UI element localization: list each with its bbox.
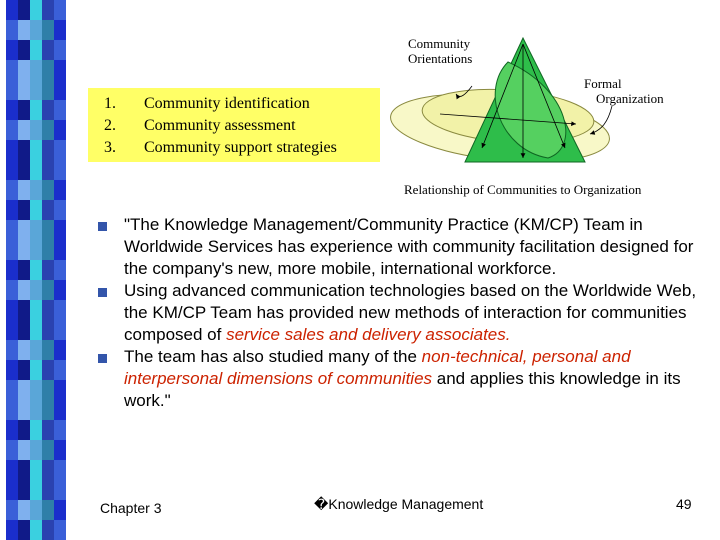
strip-tile xyxy=(6,180,18,200)
strip-tile xyxy=(18,0,30,20)
square-bullet-icon xyxy=(98,354,107,363)
strip-tile xyxy=(18,120,30,140)
strip-tile xyxy=(18,400,30,420)
strip-tile xyxy=(42,420,54,440)
square-bullet-icon xyxy=(98,222,107,231)
strip-tile xyxy=(18,80,30,100)
bullet-list xyxy=(98,214,708,412)
strip-tile xyxy=(54,520,66,540)
strip-tile xyxy=(54,400,66,420)
strip-tile xyxy=(30,100,42,120)
strip-tile xyxy=(30,20,42,40)
strip-tile xyxy=(18,520,30,540)
strip-tile xyxy=(54,300,66,320)
strip-tile xyxy=(30,180,42,200)
strip-tile xyxy=(54,180,66,200)
bullet-highlight: non-technical, personal and interpersonal dimensions of communities xyxy=(124,347,631,388)
strip-tile xyxy=(6,140,18,160)
strip-tile xyxy=(54,320,66,340)
strip-tile xyxy=(42,380,54,400)
strip-tile xyxy=(18,380,30,400)
strip-tile xyxy=(18,160,30,180)
community-orientations-label: Orientations xyxy=(408,51,473,66)
strip-tile xyxy=(42,240,54,260)
strip-tile xyxy=(42,160,54,180)
strip-tile xyxy=(42,40,54,60)
strip-tile xyxy=(18,340,30,360)
strip-tile xyxy=(54,140,66,160)
strip-tile xyxy=(42,340,54,360)
strip-tile xyxy=(18,220,30,240)
step-number: 2. xyxy=(104,117,116,134)
strip-tile xyxy=(18,100,30,120)
strip-tile xyxy=(6,100,18,120)
strip-tile xyxy=(30,200,42,220)
strip-tile xyxy=(30,160,42,180)
strip-tile xyxy=(30,400,42,420)
strip-tile xyxy=(54,260,66,280)
strip-tile xyxy=(54,40,66,60)
strip-tile xyxy=(54,440,66,460)
strip-tile xyxy=(30,380,42,400)
strip-tile xyxy=(6,320,18,340)
strip-tile xyxy=(54,220,66,240)
strip-tile xyxy=(42,440,54,460)
strip-tile xyxy=(30,60,42,80)
step-number: 1. xyxy=(104,95,116,112)
strip-tile xyxy=(6,500,18,520)
strip-tile xyxy=(42,180,54,200)
strip-tile xyxy=(18,200,30,220)
strip-tile xyxy=(30,0,42,20)
strip-tile xyxy=(54,80,66,100)
decorative-side-strip xyxy=(0,0,72,540)
strip-tile xyxy=(54,200,66,220)
footer-title: �Knowledge Management xyxy=(314,496,484,512)
strip-tile xyxy=(18,300,30,320)
step-item xyxy=(104,137,337,159)
strip-tile xyxy=(42,100,54,120)
strip-tile xyxy=(6,120,18,140)
diagram-caption: Relationship of Communities to Organization xyxy=(404,182,642,197)
strip-tile xyxy=(30,520,42,540)
strip-tile xyxy=(54,120,66,140)
strip-tile xyxy=(18,60,30,80)
strip-tile xyxy=(18,320,30,340)
steps-box xyxy=(88,88,380,162)
strip-tile xyxy=(30,320,42,340)
community-organization-diagram xyxy=(380,30,710,202)
bullet-text: "The Knowledge Management/Community Practice (KM/CP) Team in Worldwide Services has experience with community facilitation designed for the company's new, more mobile, international workforce. xyxy=(124,215,694,278)
strip-tile xyxy=(18,260,30,280)
strip-tile xyxy=(42,520,54,540)
strip-tile xyxy=(42,500,54,520)
strip-tile xyxy=(18,460,30,480)
strip-tile xyxy=(6,300,18,320)
strip-tile xyxy=(6,220,18,240)
strip-tile xyxy=(54,340,66,360)
strip-tile xyxy=(18,40,30,60)
square-bullet-icon xyxy=(98,288,107,297)
strip-tile xyxy=(54,460,66,480)
strip-tile xyxy=(54,100,66,120)
strip-tile xyxy=(18,480,30,500)
bullet-highlight: service sales and delivery associates. xyxy=(226,325,511,344)
strip-tile xyxy=(18,20,30,40)
strip-tile xyxy=(54,280,66,300)
strip-tile xyxy=(6,40,18,60)
strip-tile xyxy=(30,440,42,460)
strip-tile xyxy=(42,360,54,380)
strip-tile xyxy=(30,300,42,320)
strip-tile xyxy=(42,320,54,340)
strip-tile xyxy=(54,160,66,180)
strip-tile xyxy=(30,120,42,140)
strip-tile xyxy=(30,260,42,280)
formal-organization-label: Organization xyxy=(596,91,664,106)
strip-tile xyxy=(6,460,18,480)
strip-tile xyxy=(30,340,42,360)
strip-tile xyxy=(42,220,54,240)
strip-tile xyxy=(6,260,18,280)
strip-tile xyxy=(42,200,54,220)
strip-tile xyxy=(42,300,54,320)
strip-tile xyxy=(18,140,30,160)
strip-tile xyxy=(6,280,18,300)
strip-tile xyxy=(54,0,66,20)
strip-tile xyxy=(54,20,66,40)
step-text: Community assessment xyxy=(144,117,296,134)
strip-tile xyxy=(30,460,42,480)
strip-tile xyxy=(42,20,54,40)
strip-tile xyxy=(6,340,18,360)
strip-tile xyxy=(6,520,18,540)
community-orientations-label: Community xyxy=(408,36,471,51)
strip-tile xyxy=(18,360,30,380)
strip-tile xyxy=(18,500,30,520)
strip-tile xyxy=(6,360,18,380)
strip-tile xyxy=(6,480,18,500)
strip-tile xyxy=(30,240,42,260)
strip-tile xyxy=(30,280,42,300)
strip-tile xyxy=(6,440,18,460)
step-item xyxy=(104,93,310,115)
strip-tile xyxy=(42,80,54,100)
strip-tile xyxy=(54,60,66,80)
strip-tile xyxy=(30,500,42,520)
bullet-text: The team has also studied many of the xyxy=(124,347,422,366)
step-text: Community identification xyxy=(144,95,310,112)
strip-tile xyxy=(30,480,42,500)
strip-tile xyxy=(18,240,30,260)
strip-tile xyxy=(6,160,18,180)
strip-tile xyxy=(18,180,30,200)
strip-tile xyxy=(54,240,66,260)
strip-tile xyxy=(6,420,18,440)
footer-chapter: Chapter 3 xyxy=(100,500,162,516)
bullet-item xyxy=(98,214,708,280)
strip-tile xyxy=(30,80,42,100)
strip-tile xyxy=(54,480,66,500)
strip-tile xyxy=(42,120,54,140)
strip-tile xyxy=(54,360,66,380)
strip-tile xyxy=(6,400,18,420)
step-text: Community support strategies xyxy=(144,139,337,156)
strip-tile xyxy=(6,240,18,260)
strip-tile xyxy=(30,420,42,440)
bullet-item xyxy=(98,346,708,412)
strip-tile xyxy=(42,260,54,280)
strip-tile xyxy=(6,0,18,20)
strip-tile xyxy=(6,200,18,220)
strip-tile xyxy=(42,60,54,80)
step-item xyxy=(104,115,296,137)
bullet-item xyxy=(98,280,708,346)
strip-tile xyxy=(30,220,42,240)
strip-tile xyxy=(42,0,54,20)
formal-organization-label: Formal xyxy=(584,76,622,91)
strip-tile xyxy=(18,280,30,300)
strip-tile xyxy=(42,140,54,160)
strip-tile xyxy=(30,360,42,380)
strip-tile xyxy=(54,420,66,440)
footer-page-number: 49 xyxy=(676,496,692,512)
strip-tile xyxy=(42,400,54,420)
strip-tile xyxy=(42,280,54,300)
step-number: 3. xyxy=(104,139,116,156)
strip-tile xyxy=(6,60,18,80)
strip-tile xyxy=(6,380,18,400)
strip-tile xyxy=(6,80,18,100)
strip-tile xyxy=(18,440,30,460)
bullet-text: Using advanced communication technologies based on the Worldwide Web, the KM/CP Team has provided new methods of interaction for communities composed of xyxy=(124,281,697,344)
strip-tile xyxy=(42,460,54,480)
strip-tile xyxy=(30,40,42,60)
strip-tile xyxy=(54,380,66,400)
strip-tile xyxy=(54,500,66,520)
strip-tile xyxy=(30,140,42,160)
strip-tile xyxy=(42,480,54,500)
strip-tile xyxy=(18,420,30,440)
bullet-text-after: and applies this knowledge in its work." xyxy=(124,369,681,410)
strip-tile xyxy=(6,20,18,40)
